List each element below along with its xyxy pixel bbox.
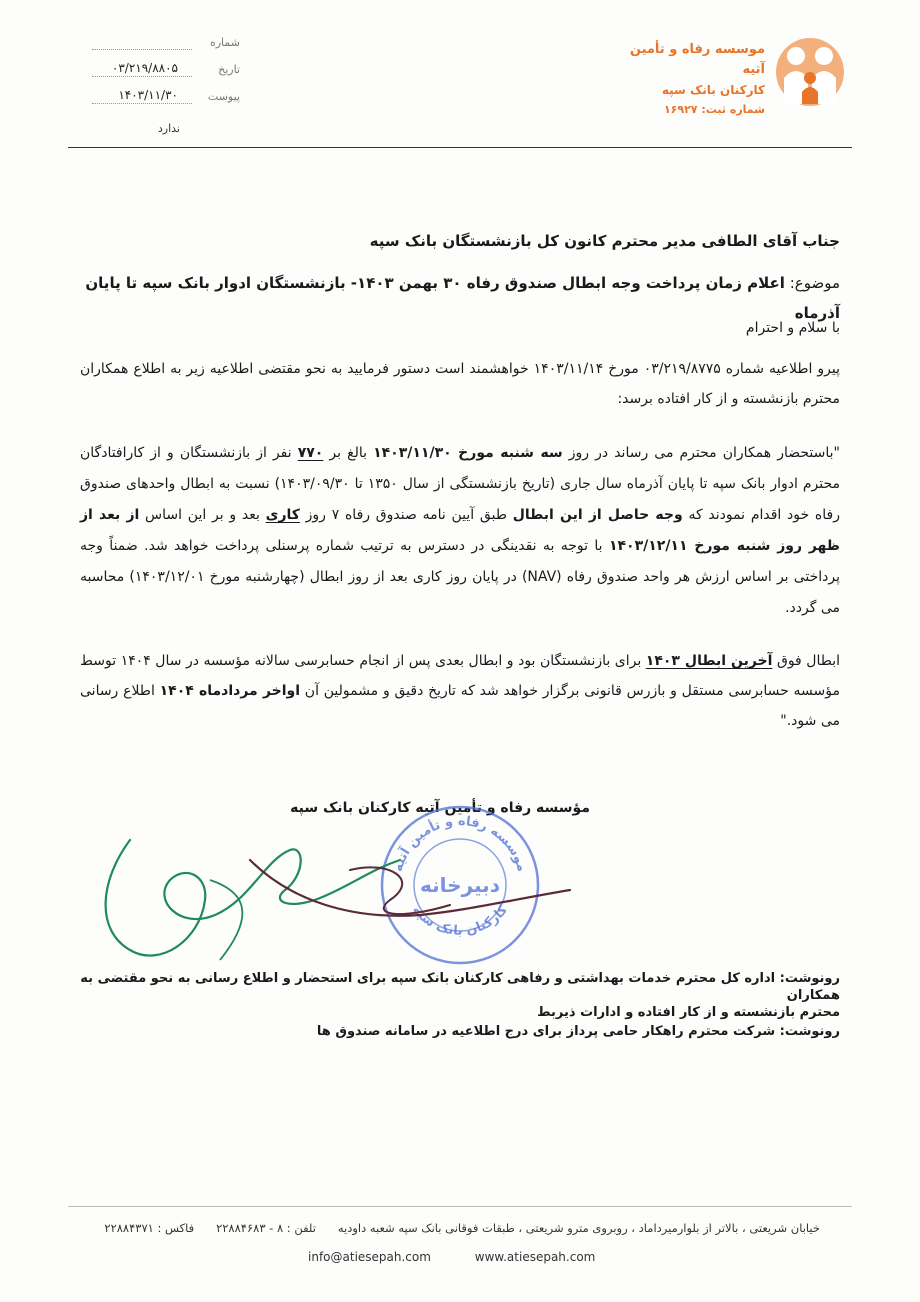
- number-row: [70, 32, 240, 59]
- stamp-ring-bottom: کارکنان بانک سپه: [409, 902, 511, 939]
- footer-email[interactable]: info@atiesepah.com: [308, 1250, 431, 1264]
- letter-meta: [70, 32, 240, 135]
- footer-web: [308, 1250, 635, 1264]
- greeting: با سلام و احترام: [745, 320, 840, 336]
- number-dots: [92, 49, 192, 50]
- p2-text: نفر از بازنشستگان و از کارافتادگان محترم ادوار بانک سپه تا پایان آذرماه سال جاری (تاریخ بازنشستگی از سال ۱۳۵۰ تا ۱۴۰۳/۰۹/۳۰) نسبت به ابطال واحدهای صندوق رفاه خود اقدام نمودند که: [80, 445, 841, 523]
- org-name-line2: کارکنان بانک سپه: [661, 83, 765, 97]
- p2-text: "باستحضار همکاران محترم می رساند در روز: [562, 445, 840, 461]
- p2-text: طبق آیین نامه صندوق رفاه ۷ روز: [299, 507, 513, 523]
- date-label: تاریخ: [218, 63, 240, 76]
- attach-value: ۱۴۰۳/۱۱/۳۰: [118, 88, 178, 102]
- handwritten-signature-icon: [90, 820, 610, 970]
- p2-bold-proceeds: وجه حاصل از این ابطال: [512, 507, 683, 523]
- p3-text: برای بازنشستگان بود و ابطال بعدی پس از انجام حسابرسی سالانه مؤسسه در سال ۱۴۰۴ توسط مؤسسه حسابرسی مستقل و بازرس قانونی برگزار خواهد شد که تاریخ دقیق و مشمولین آن: [80, 653, 840, 699]
- date-value: ۰۳/۲۱۹/۸۸۰۵: [111, 61, 178, 75]
- date-row: [70, 59, 240, 86]
- p3-text: اطلاع رسانی می شود.": [80, 683, 840, 729]
- attach-row: [70, 86, 240, 113]
- stamp-ring-top: موسسه رفاه و تأمین آتیه: [390, 813, 530, 874]
- cc-hygiene-welfare: [80, 970, 840, 1021]
- p2-text: بالغ بر: [323, 445, 374, 461]
- date-dots: [92, 76, 192, 77]
- org-logo-icon: [750, 30, 870, 110]
- stamp-center-text: دبیرخانه: [420, 873, 500, 897]
- footer-phone: تلفن : ۸ - ۲۲۸۸۴۶۸۳: [216, 1221, 316, 1235]
- attach-dots: [92, 103, 192, 104]
- number-label: شماره: [209, 36, 240, 49]
- header-rule: [68, 147, 852, 148]
- subject-text: اعلام زمان پرداخت وجه ابطال صندوق رفاه ۳۰ بهمن ۱۴۰۳- بازنشستگان ادوار بانک سپه تا پایان آذرماه: [85, 274, 840, 322]
- cc-hami-pardaz: رونوشت: شرکت محترم راهکار حامی پرداز برای درج اطلاعیه در سامانه صندوق ها: [316, 1024, 840, 1039]
- cc1-line1: رونوشت: اداره کل محترم خدمات بهداشتی و رفاهی کارکنان بانک سپه برای استحضار و اطلاع رسانی به نحو مقتضی به همکاران: [80, 971, 840, 1003]
- recipient: جناب آقای الطافی مدیر محترم کانون کل بازنشستگان بانک سپه: [369, 232, 840, 250]
- cc1-line2: محترم بازنشسته و از کار افتاده و ادارات ذیربط: [537, 1005, 840, 1020]
- paragraph-3: [80, 646, 840, 736]
- p3-text: ابطال فوق: [772, 653, 840, 669]
- paragraph-1: پیرو اطلاعیه شماره ۰۳/۲۱۹/۸۷۷۵ مورخ ۱۴۰۳/۱۱/۱۴ خواهشمند است دستور فرمایید به نحو مقتضی اطلاعیه زیر به اطلاع همکاران محترم بازنشسته و از کار افتاده برسد:: [80, 361, 840, 407]
- org-name-line1: موسسه رفاه و تأمین آتیه: [629, 42, 765, 77]
- p2-bold-working: کاری: [265, 507, 300, 523]
- signatory-org: مؤسسه رفاه و تأمین آتیه کارکنان بانک سپه: [290, 800, 590, 816]
- p3-bold-last: آخرین ابطال ۱۴۰۳: [645, 653, 773, 669]
- p3-bold-announce: اواخر مردادماه ۱۴۰۴: [159, 683, 301, 699]
- paragraph-2: [80, 438, 840, 624]
- org-registration: شماره ثبت: ۱۶۹۲۷: [663, 103, 765, 116]
- footer-website[interactable]: www.atiesepah.com: [474, 1250, 596, 1264]
- footer-contact: [104, 1221, 820, 1235]
- p2-bold-date: سه شنبه مورخ ۱۴۰۳/۱۱/۳۰: [373, 445, 563, 461]
- p2-text: بعد و بر این اساس: [139, 507, 266, 523]
- footer-fax: فاکس : ۲۲۸۸۴۳۷۱: [104, 1221, 195, 1235]
- p2-bold-payment-date: از بعد از ظهر روز شنبه مورخ ۱۴۰۳/۱۲/۱۱: [80, 507, 840, 554]
- footer-address: خیابان شریعتی ، بالاتر از بلوارمیرداماد ، روبروی مترو شریعتی ، طبقات فوقانی بانک سپه شعبه داودیه: [337, 1221, 820, 1235]
- attach-none: ندارد: [157, 122, 180, 135]
- attach-label: پیوست: [207, 90, 240, 103]
- footer-rule: [68, 1206, 852, 1207]
- p2-text: با توجه به نقدینگی در دسترس به ترتیب شماره پرسنلی پرداخت خواهد شد. ضمناً وجه پرداختی بر اساس ارزش هر واحد صندوق رفاه (NAV) در پایان روز کاری بعد از روز ابطال (چهارشنبه مورخ ۱۴۰۳/۱۲/۰۱) محاسبه می گردد.: [80, 538, 840, 616]
- org-name: [605, 40, 765, 120]
- p2-bold-count: ۷۷۰: [297, 445, 324, 461]
- subject-label: موضوع:: [789, 274, 840, 292]
